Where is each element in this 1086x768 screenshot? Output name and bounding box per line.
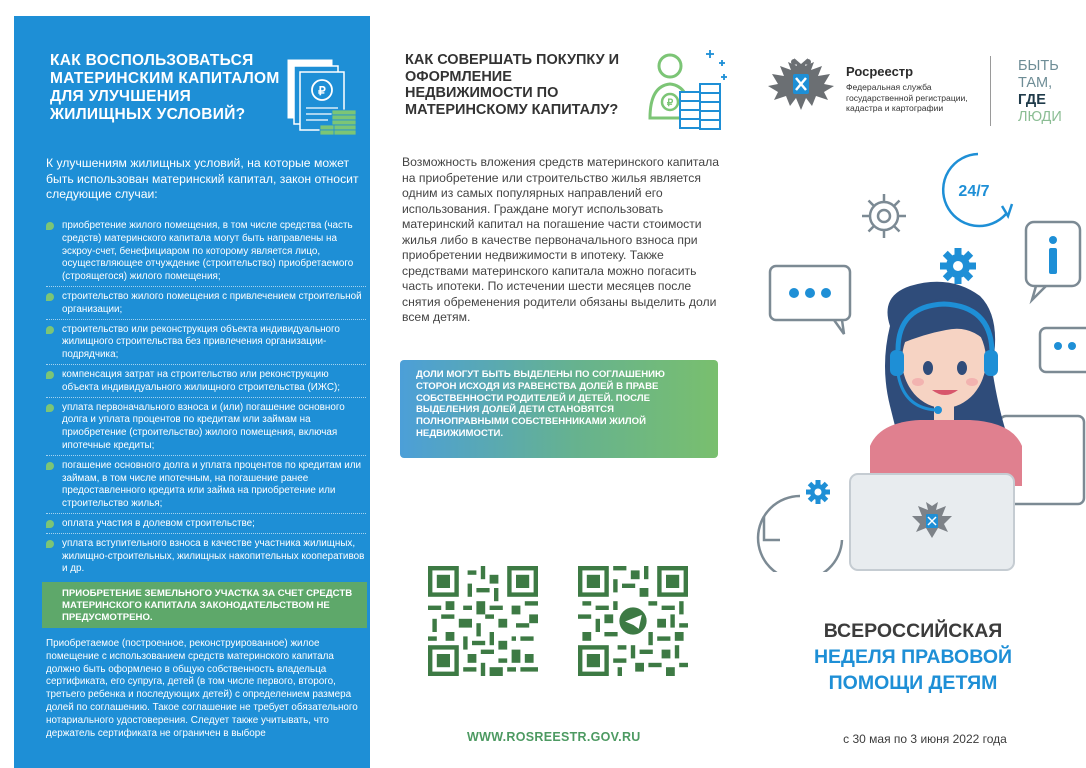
panel1-outro: Приобретаемое (построенное, реконструированное) жилое помещение с использованием средств материнского капитала должно быть оформлено в общую собственность владельца сертификата, его супруга, детей (в том числе первого, второго, третьего ребенка и последующих детей) с определением размера долей по соглашению. Такое соглашение не требует обязательного нотариального удостоверения. Следует также учитывать, что держатель сертификата не ограничен в выборе	[46, 638, 358, 739]
panel1-intro: К улучшениям жилищных условий, на которые может быть использован материнский капитал, закон относит следующие случаи:	[46, 156, 359, 201]
list-item: оплата участия в долевом строительстве;	[46, 518, 366, 534]
leaf-bullet-icon	[46, 520, 54, 528]
list-item: приобретение жилого помещения, в том числе средства (часть средств) материнского капитала могут быть направлены на эскроу-счет, бенефициаром по которому является лицо, осуществляющее отчуждение (строительство) приобретаемого (строящегося) жилого помещения;	[46, 220, 366, 287]
leaf-bullet-icon	[46, 326, 54, 334]
slogan: БЫТЬ ТАМ, ГДЕ ЛЮДИ	[1018, 58, 1062, 125]
leaf-bullet-icon	[46, 293, 54, 301]
list-item: строительство или реконструкция объекта индивидуального жилищного строительства без привлечения организации-подрядчика;	[46, 324, 366, 365]
list-item: уплата вступительного взноса в качестве участника жилищных, жилищно-строительных, жилищных накопительных кооперативов и др.	[46, 538, 366, 578]
event-date: с 30 мая по 3 июня 2022 года	[843, 732, 1007, 746]
brand-divider	[990, 56, 991, 126]
qr-code-telegram[interactable]	[578, 566, 688, 676]
land-plot-notice: ПРИОБРЕТЕНИЕ ЗЕМЕЛЬНОГО УЧАСТКА ЗА СЧЕТ СРЕДСТВ МАТЕРИНСКОГО КАПИТАЛА ЗАКОНОДАТЕЛЬСТВОМ НЕ ПРЕДУСМОТРЕНО.	[42, 582, 367, 628]
panel-maternity-capital-housing	[14, 16, 370, 768]
support-24-7-icon	[943, 154, 1012, 226]
leaf-bullet-icon	[46, 404, 54, 412]
person-with-coins-icon	[640, 44, 730, 139]
clock-icon	[758, 496, 842, 572]
svg-text:₽: ₽	[666, 98, 674, 109]
gear-outline-icon	[862, 194, 906, 238]
chat-bubble-right-icon	[1040, 328, 1086, 372]
list-item: компенсация затрат на строительство или реконструкцию объекта индивидуального жилищного строительства (ИЖС);	[46, 369, 366, 398]
gear-icon	[940, 248, 976, 284]
rosreestr-eagle-emblem-icon	[764, 54, 838, 114]
qr-code-vk[interactable]	[428, 566, 538, 676]
list-item: погашение основного долга и уплата процентов по кредитам или займам, в том числе ипотечным, на погашение ранее предоставленного кредита или займа на приобретение или строительство жилья;	[46, 460, 366, 514]
shares-notice: ДОЛИ МОГУТ БЫТЬ ВЫДЕЛЕНЫ ПО СОГЛАШЕНИЮ СТОРОН ИСХОДЯ ИЗ РАВЕНСТВА ДОЛЕЙ В ПРАВЕ СОБСТВЕННОСТИ РОДИТЕЛЕЙ И ДЕТЕЙ. ПОСЛЕ ВЫДЕЛЕНИЯ ДОЛЕЙ ДЕТИ СТАНОВЯТСЯ ПОЛНОПРАВНЫМИ СОБСТВЕННИКАМИ ЖИЛОЙ НЕДВИЖИМОСТИ.	[400, 360, 718, 458]
laptop	[850, 474, 1014, 570]
rosreestr-brand	[846, 64, 968, 114]
chat-dots-bubble-icon	[770, 266, 850, 334]
event-heading-line1: ВСЕРОССИЙСКАЯ	[823, 620, 1003, 642]
housing-cases-list	[46, 220, 366, 582]
website-link[interactable]: WWW.ROSREESTR.GOV.RU	[467, 730, 641, 744]
gear-small-icon	[806, 480, 830, 504]
list-item: уплата первоначального взноса и (или) погашение основного долга и уплата процентов по кредитам или займам на приобретение (строительство) жилого помещения, включая ипотечные кредиты;	[46, 402, 366, 456]
documents-coins-icon	[282, 54, 362, 144]
svg-text:₽: ₽	[318, 84, 326, 98]
leaf-bullet-icon	[46, 540, 54, 548]
org-subtitle: Федеральная служба государственной регистрации, кадастра и картографии	[846, 82, 968, 113]
leaf-bullet-icon	[46, 371, 54, 379]
panel1-title: КАК ВОСПОЛЬЗОВАТЬСЯ МАТЕРИНСКИМ КАПИТАЛОМ ДЛЯ УЛУЧШЕНИЯ ЖИЛИЩНЫХ УСЛОВИЙ?	[50, 52, 280, 123]
list-item: строительство жилого помещения с привлечением строительной организации;	[46, 291, 366, 320]
operator-woman	[870, 282, 1022, 486]
info-bubble-icon	[1026, 222, 1080, 300]
support-operator-illustration	[740, 146, 1086, 572]
org-name: Росреестр	[846, 64, 914, 79]
leaf-bullet-icon	[46, 222, 54, 230]
panel2-title: КАК СОВЕРШАТЬ ПОКУПКУ И ОФОРМЛЕНИЕ НЕДВИЖИМОСТИ ПО МАТЕРИНСКОМУ КАПИТАЛУ?	[405, 52, 620, 118]
panel2-body: Возможность вложения средств материнского капитала на приобретение или строительство жилья является одним из самых популярных направлений его использования. Граждане могут использовать материнский капитал на погашение части стоимости жилья либо в качестве первоначального взноса при приобретении недвижимости в ипотеку. Также средствами материнского капитала можно погасить часть ипотеки. По истечении шести месяцев после снятия обременения родители обязаны выделить доли всем детям.	[402, 155, 720, 324]
leaf-bullet-icon	[46, 462, 54, 470]
event-heading-line2: НЕДЕЛЯ ПРАВОВОЙ ПОМОЩИ ДЕТЯМ	[813, 646, 1013, 694]
svg-text:24/7: 24/7	[958, 183, 990, 200]
